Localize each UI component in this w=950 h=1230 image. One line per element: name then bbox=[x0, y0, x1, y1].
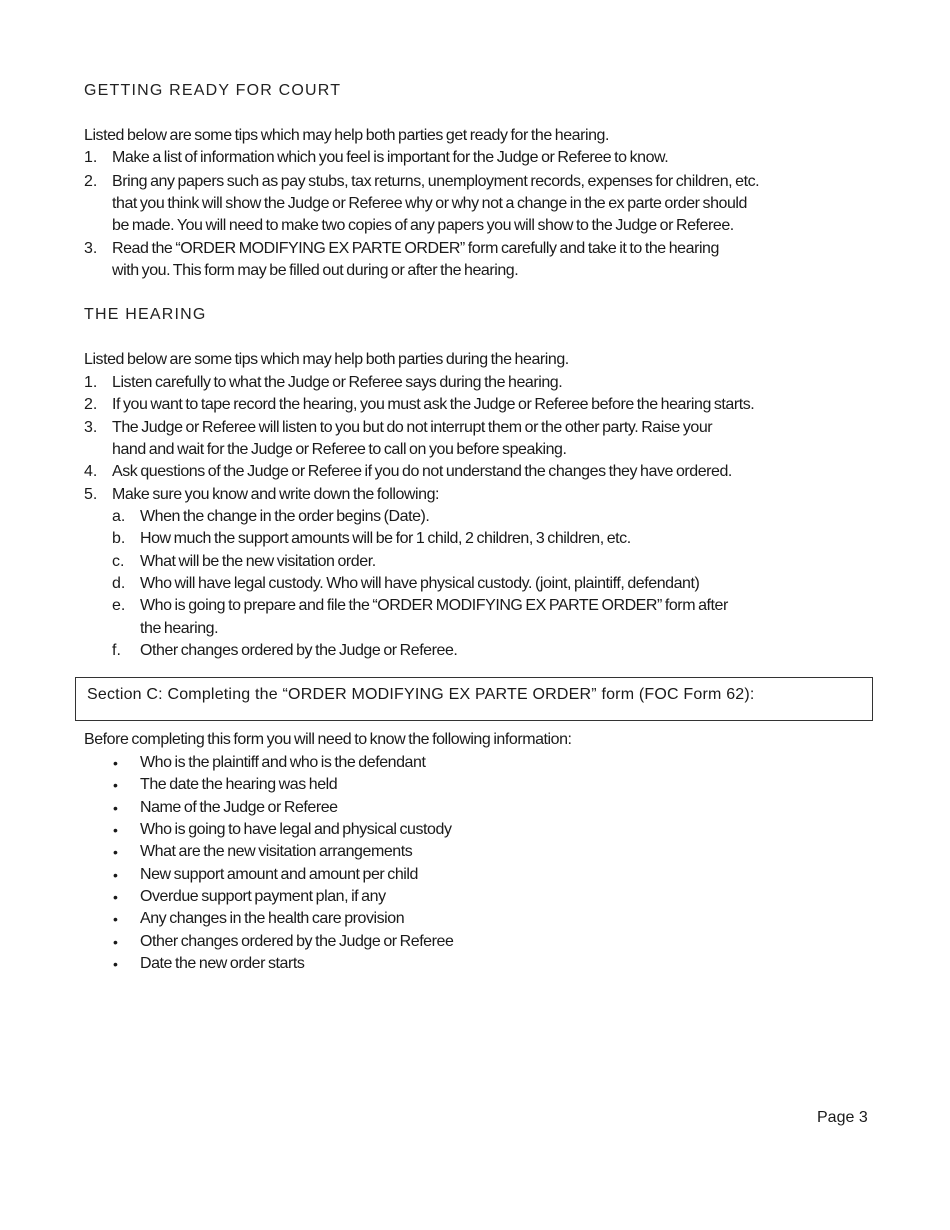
sub-item-text: Who will have legal custody. Who will have physical custody. (joint, plaintiff, defendant) bbox=[140, 575, 700, 592]
list-item-text: If you want to tape record the hearing, you must ask the Judge or Referee before the hearing starts. bbox=[112, 396, 755, 413]
list-item-number: 1. bbox=[84, 374, 98, 391]
bullet-icon: • bbox=[113, 755, 118, 771]
list-item-text: be made. You will need to make two copies of any papers you will show to the Judge or Referee. bbox=[112, 217, 734, 234]
bullet-icon: • bbox=[113, 934, 118, 950]
section-c-intro: Before completing this form you will need to know the following information: bbox=[84, 731, 572, 748]
bullet-icon: • bbox=[113, 867, 118, 883]
bullet-item: Date the new order starts bbox=[140, 955, 305, 972]
section-c-title: Section C: Completing the “ORDER MODIFYING EX PARTE ORDER” form (FOC Form 62): bbox=[87, 686, 755, 703]
sub-item-letter: a. bbox=[112, 508, 126, 525]
section-c-title-box bbox=[75, 677, 873, 721]
sub-item-text: the hearing. bbox=[140, 620, 219, 637]
list-item-text: Ask questions of the Judge or Referee if you do not understand the changes they have ordered. bbox=[112, 463, 732, 480]
bullet-icon: • bbox=[113, 844, 118, 860]
bullet-item: Who is going to have legal and physical custody bbox=[140, 821, 452, 838]
section-heading-hearing: THE HEARING bbox=[84, 306, 207, 323]
sub-item-letter: d. bbox=[112, 575, 126, 592]
list-item-number: 5. bbox=[84, 486, 98, 503]
bullet-item: What are the new visitation arrangements bbox=[140, 843, 413, 860]
bullet-icon: • bbox=[113, 800, 118, 816]
bullet-icon: • bbox=[113, 956, 118, 972]
getting-ready-intro: Listed below are some tips which may help both parties get ready for the hearing. bbox=[84, 127, 609, 144]
bullet-icon: • bbox=[113, 777, 118, 793]
list-item-number: 1. bbox=[84, 149, 98, 166]
sub-item-letter: c. bbox=[112, 553, 125, 570]
bullet-item: New support amount and amount per child bbox=[140, 866, 418, 883]
sub-item-letter: f. bbox=[112, 642, 121, 659]
page-number: Page 3 bbox=[817, 1109, 868, 1126]
list-item-number: 2. bbox=[84, 173, 98, 190]
bullet-icon: • bbox=[113, 822, 118, 838]
list-item-text: hand and wait for the Judge or Referee to call on you before speaking. bbox=[112, 441, 567, 458]
list-item-number: 2. bbox=[84, 396, 98, 413]
sub-item-text: How much the support amounts will be for 1 child, 2 children, 3 children, etc. bbox=[140, 530, 631, 547]
bullet-item: Any changes in the health care provision bbox=[140, 910, 405, 927]
list-item-number: 4. bbox=[84, 463, 98, 480]
bullet-item: Name of the Judge or Referee bbox=[140, 799, 338, 816]
bullet-item: Other changes ordered by the Judge or Referee bbox=[140, 933, 454, 950]
bullet-icon: • bbox=[113, 911, 118, 927]
sub-item-letter: b. bbox=[112, 530, 126, 547]
list-item-text: Bring any papers such as pay stubs, tax returns, unemployment records, expenses for children, etc. bbox=[112, 173, 760, 190]
bullet-icon: • bbox=[113, 889, 118, 905]
list-item-text: that you think will show the Judge or Referee why or why not a change in the ex parte order should bbox=[112, 195, 747, 212]
sub-item-text: When the change in the order begins (Date). bbox=[140, 508, 430, 525]
list-item-number: 3. bbox=[84, 240, 98, 257]
list-item-text: Read the “ORDER MODIFYING EX PARTE ORDER” form carefully and take it to the hearing bbox=[112, 240, 719, 257]
sub-item-letter: e. bbox=[112, 597, 126, 614]
list-item-number: 3. bbox=[84, 419, 98, 436]
list-item-text: The Judge or Referee will listen to you but do not interrupt them or the other party. Raise your bbox=[112, 419, 713, 436]
list-item-text: Listen carefully to what the Judge or Referee says during the hearing. bbox=[112, 374, 563, 391]
sub-item-text: Who is going to prepare and file the “ORDER MODIFYING EX PARTE ORDER” form after bbox=[140, 597, 728, 614]
list-item-text: Make a list of information which you feel is important for the Judge or Referee to know. bbox=[112, 149, 669, 166]
bullet-item: Overdue support payment plan, if any bbox=[140, 888, 386, 905]
section-heading-getting-ready: GETTING READY FOR COURT bbox=[84, 82, 342, 99]
bullet-item: The date the hearing was held bbox=[140, 776, 338, 793]
sub-item-text: Other changes ordered by the Judge or Referee. bbox=[140, 642, 458, 659]
hearing-intro: Listed below are some tips which may help both parties during the hearing. bbox=[84, 351, 569, 368]
list-item-text: Make sure you know and write down the following: bbox=[112, 486, 440, 503]
sub-item-text: What will be the new visitation order. bbox=[140, 553, 376, 570]
list-item-text: with you. This form may be filled out during or after the hearing. bbox=[112, 262, 519, 279]
bullet-item: Who is the plaintiff and who is the defendant bbox=[140, 754, 426, 771]
